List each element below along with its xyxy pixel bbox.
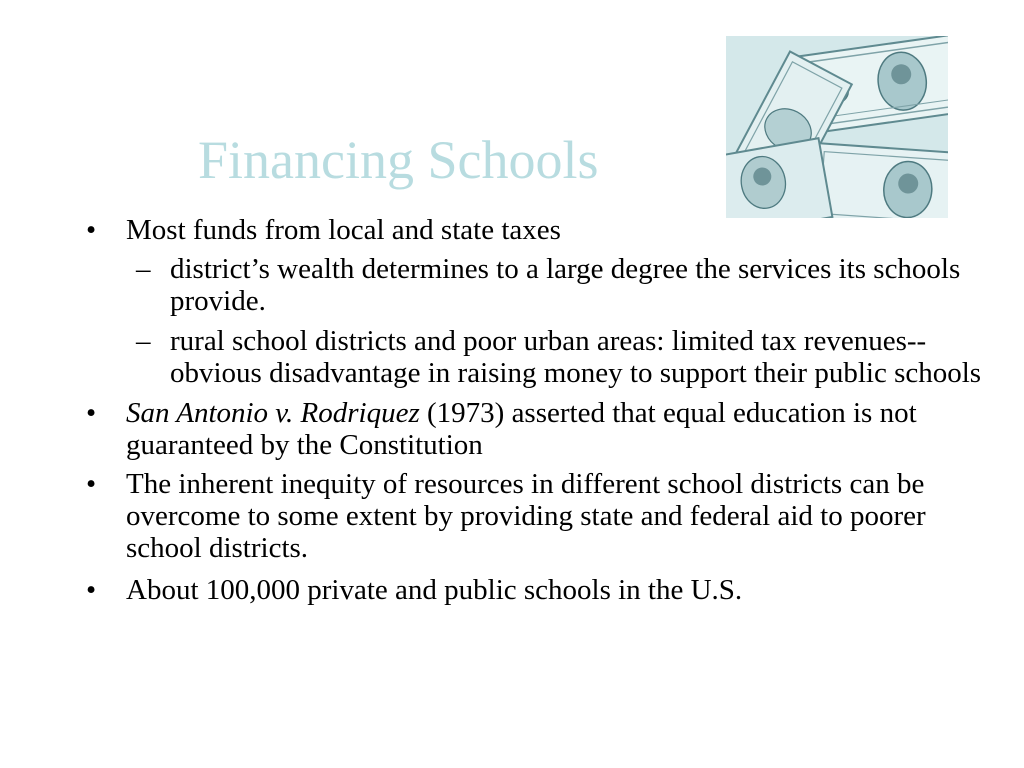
bullet-text: (1973) asserted that equal education is not guaranteed by the Constitution	[126, 397, 917, 461]
sub-bullet-marker: –	[136, 325, 151, 357]
sub-bullet-text: rural school districts and poor urban areas: limited tax revenues--obvious disadvantage in raising money to support their public schools	[170, 325, 982, 389]
bullet-item	[86, 397, 996, 461]
bullet-marker: •	[86, 468, 97, 500]
bullet-item	[86, 214, 996, 246]
slide-title: Financing Schools	[198, 130, 599, 190]
bullet-text: Most funds from local and state taxes	[126, 214, 561, 246]
bullet-marker: •	[86, 397, 97, 429]
case-name: San Antonio v. Rodriquez	[126, 397, 420, 429]
bullet-item	[86, 574, 996, 606]
bullet-text: About 100,000 private and public schools in the U.S.	[126, 574, 743, 606]
sub-bullet-item	[86, 253, 996, 317]
bullet-marker: •	[86, 574, 97, 606]
slide-body	[86, 214, 996, 613]
bullet-text: The inherent inequity of resources in different school districts can be overcome to some extent by providing state and federal aid to poorer school districts.	[126, 468, 926, 564]
bullet-item	[86, 468, 996, 564]
sub-bullet-text: district’s wealth determines to a large degree the services its schools provide.	[170, 253, 961, 317]
sub-bullet-marker: –	[136, 253, 151, 285]
money-bills-icon	[726, 36, 948, 218]
sub-bullet-item	[86, 325, 996, 389]
bullet-marker: •	[86, 214, 97, 246]
